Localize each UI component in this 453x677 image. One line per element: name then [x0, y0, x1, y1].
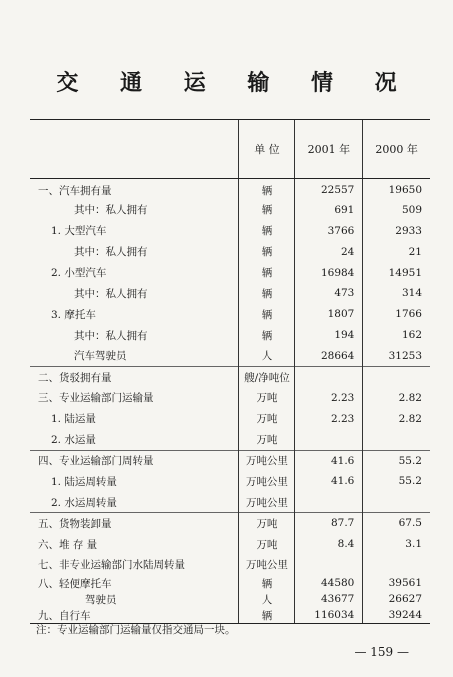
row-2000: [363, 367, 430, 388]
table-row: [30, 492, 430, 513]
table-row: [30, 450, 430, 471]
transport-statistics-table: [30, 119, 430, 624]
row-2000: 1766: [363, 304, 430, 325]
row-2001: 691: [295, 199, 363, 220]
row-2001: [295, 367, 363, 388]
row-2001: 2.23: [295, 387, 363, 408]
table-row: [30, 387, 430, 408]
row-label: 1. 陆运量: [51, 413, 96, 426]
row-2000: [363, 492, 430, 513]
row-2000: 55.2: [363, 471, 430, 492]
header-item: [30, 120, 239, 179]
row-unit: 万吨: [239, 408, 295, 429]
page-number: — 159 —: [354, 645, 409, 659]
row-label: 汽车驾驶员: [74, 350, 127, 363]
row-2001: [295, 492, 363, 513]
row-label: 2. 水运周转量: [51, 496, 117, 509]
row-label: 3. 摩托车: [51, 308, 96, 321]
table-row: [30, 408, 430, 429]
row-unit: 万吨: [239, 513, 295, 534]
header-unit: 单 位: [239, 120, 295, 179]
row-2000: [363, 429, 430, 450]
row-2001: 1807: [295, 304, 363, 325]
table-row: [30, 304, 430, 325]
row-2000: 19650: [363, 179, 430, 200]
row-label: 二、货驳拥有量: [30, 367, 239, 388]
row-2001: 473: [295, 283, 363, 304]
row-label: 2. 小型汽车: [51, 267, 107, 279]
table-row: [30, 346, 430, 367]
table-row: [30, 283, 430, 304]
row-2001: 3766: [295, 220, 363, 241]
row-unit: 辆: [239, 241, 295, 262]
row-label: 其中：私人拥有: [74, 287, 148, 300]
row-2001: 24: [295, 241, 363, 262]
row-label: 1. 大型汽车: [51, 225, 107, 238]
row-2001: 16984: [295, 262, 363, 283]
row-2001: 116034: [295, 607, 363, 623]
row-2001: 194: [295, 325, 363, 346]
row-2000: 2.82: [363, 408, 430, 429]
table-row: [30, 241, 430, 262]
row-unit: 万吨: [239, 387, 295, 408]
row-unit: 万吨: [239, 429, 295, 450]
row-unit: 人: [239, 591, 295, 607]
row-unit: 人: [239, 346, 295, 367]
row-2000: 39244: [363, 607, 430, 623]
table-row: [30, 429, 430, 450]
row-label: 六、堆 存 量: [38, 538, 98, 551]
row-unit: 万吨公里: [239, 492, 295, 513]
table-row: [30, 179, 430, 200]
row-unit: 辆: [239, 325, 295, 346]
table-row: [30, 513, 430, 534]
row-2001: 28664: [295, 346, 363, 367]
row-unit: 辆: [239, 220, 295, 241]
table-row: [30, 325, 430, 346]
table-row: [30, 199, 430, 220]
row-label: 三、专业运输部门运输量: [38, 392, 154, 405]
table-row: [30, 220, 430, 241]
row-unit: 辆: [239, 575, 295, 591]
row-2001: [295, 555, 363, 576]
row-unit: 万吨公里: [239, 471, 295, 492]
row-label: 其中：私人拥有: [74, 246, 148, 259]
row-2001: 87.7: [295, 513, 363, 534]
table-row: [30, 262, 430, 283]
row-2000: 67.5: [363, 513, 430, 534]
row-label: 八、轻便摩托车: [38, 577, 112, 590]
row-unit: 辆: [239, 179, 295, 200]
row-label: 四、专业运输部门周转量: [30, 450, 239, 471]
row-2001: 8.4: [295, 534, 363, 555]
row-2000: 14951: [363, 262, 430, 283]
row-2000: 31253: [363, 346, 430, 367]
table-row: [30, 471, 430, 492]
row-unit: 万吨公里: [239, 450, 295, 471]
table-row: [30, 534, 430, 555]
row-label: 五、货物装卸量: [30, 513, 239, 534]
row-2000: 26627: [363, 591, 430, 607]
table-row: [30, 591, 430, 607]
row-2000: 2.82: [363, 387, 430, 408]
footnote: 注：专业运输部门运输量仅指交通局一块。: [36, 624, 236, 636]
row-unit: 辆: [239, 304, 295, 325]
row-2000: 21: [363, 241, 430, 262]
table-row: [30, 575, 430, 591]
row-2000: 39561: [363, 575, 430, 591]
page-title: 交 通 运 输 情 况: [56, 70, 414, 96]
row-unit: 艘/净吨位: [239, 367, 295, 388]
row-2001: 44580: [295, 575, 363, 591]
row-2000: 162: [363, 325, 430, 346]
row-label: 一、汽车拥有量: [38, 184, 112, 197]
row-unit: 辆: [239, 199, 295, 220]
row-unit: 辆: [239, 262, 295, 283]
row-2001: 43677: [295, 591, 363, 607]
row-label: 七、非专业运输部门水陆周转量: [38, 559, 185, 572]
row-unit: 万吨公里: [239, 555, 295, 576]
row-2001: 22557: [295, 179, 363, 200]
row-label: 驾驶员: [85, 593, 117, 606]
table-row: [30, 367, 430, 388]
row-2000: 55.2: [363, 450, 430, 471]
row-unit: 辆: [239, 607, 295, 623]
row-2001: 2.23: [295, 408, 363, 429]
row-2000: 509: [363, 199, 430, 220]
row-label: 其中：私人拥有: [74, 329, 148, 342]
row-label: 1. 陆运周转量: [51, 475, 117, 488]
table-row: [30, 555, 430, 576]
row-2001: [295, 429, 363, 450]
table-header-row: [30, 120, 430, 179]
row-unit: 辆: [239, 283, 295, 304]
row-unit: 万吨: [239, 534, 295, 555]
row-label: 九、自行车: [30, 607, 239, 623]
header-2000: 2000 年: [363, 120, 430, 179]
row-2001: 41.6: [295, 471, 363, 492]
row-2000: 314: [363, 283, 430, 304]
row-2000: 2933: [363, 220, 430, 241]
header-2001: 2001 年: [295, 120, 363, 179]
row-label: 2. 水运量: [51, 433, 96, 446]
row-2001: 41.6: [295, 450, 363, 471]
row-2000: [363, 555, 430, 576]
row-label: 其中：私人拥有: [74, 204, 148, 217]
row-2000: 3.1: [363, 534, 430, 555]
